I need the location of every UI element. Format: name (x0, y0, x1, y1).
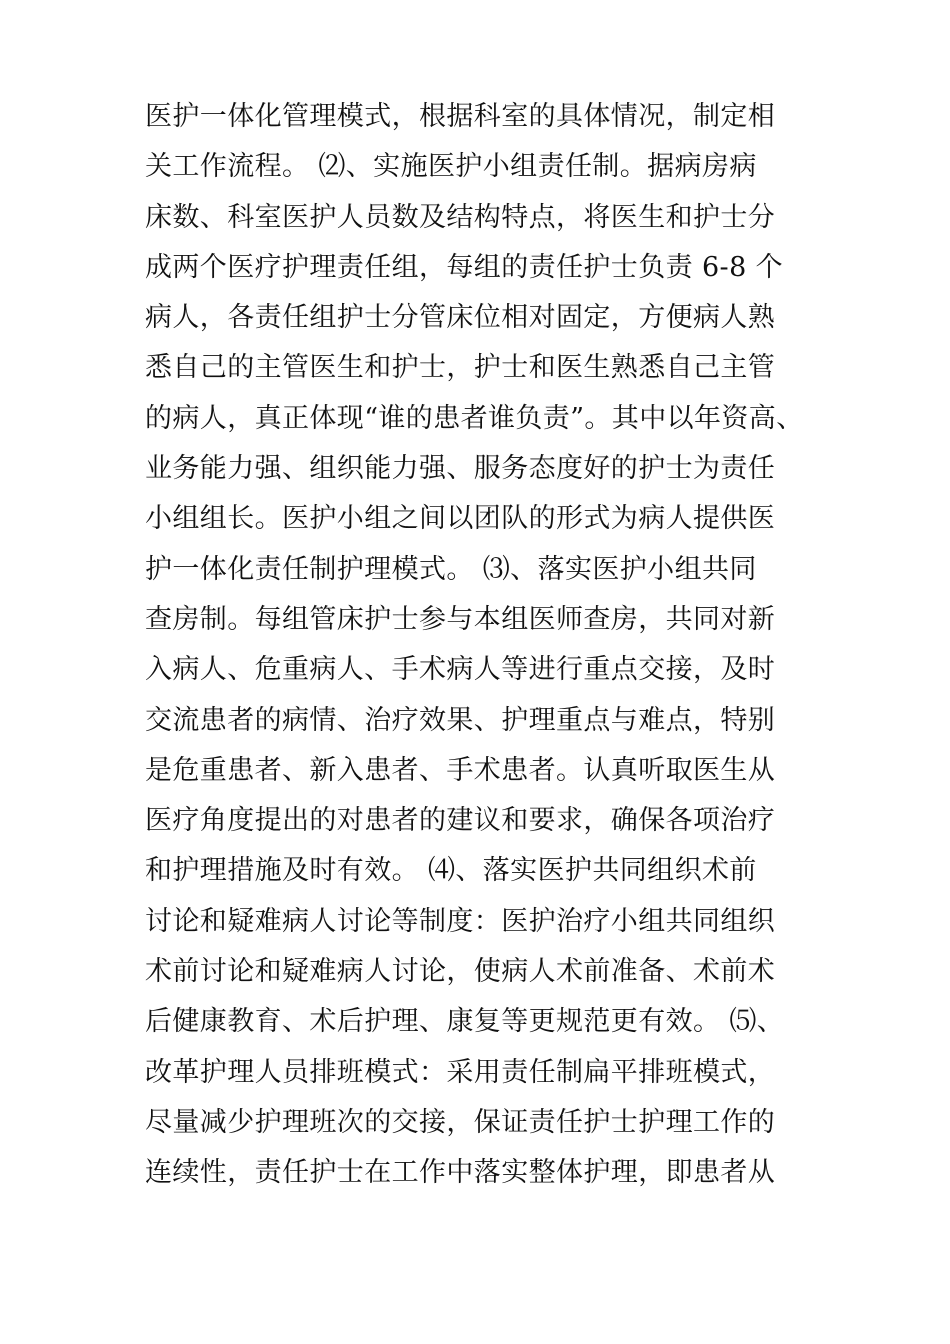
text-line: 医疗角度提出的对患者的建议和要求，确保各项治疗 (145, 805, 776, 837)
text-line: 成两个医疗护理责任组，每组的责任护士负责 6-8 个 (145, 251, 784, 283)
text-line: 护一体化责任制护理模式。 ⑶、落实医护小组共同 (145, 553, 757, 585)
body-text (145, 92, 825, 1199)
text-line: 入病人、危重病人、手术病人等进行重点交接，及时 (145, 654, 776, 686)
text-line: 业务能力强、组织能力强、服务态度好的护士为责任 (145, 453, 776, 485)
text-line: 术前讨论和疑难病人讨论，使病人术前准备、术前术 (145, 956, 776, 988)
text-line: 医护一体化管理模式，根据科室的具体情况，制定相 (145, 101, 776, 132)
text-line: 关工作流程。 ⑵、实施医护小组责任制。据病房病 (145, 151, 757, 183)
text-line: 的病人，真正体现“谁的患者谁负责”。其中以年资高、 (145, 402, 804, 434)
text-line: 和护理措施及时有效。 ⑷、落实医护共同组织术前 (145, 855, 757, 887)
text-line: 交流患者的病情、治疗效果、护理重点与难点，特别 (145, 704, 776, 736)
text-line: 连续性，责任护士在工作中落实整体护理，即患者从 (145, 1157, 776, 1189)
text-line: 小组组长。医护小组之间以团队的形式为病人提供医 (145, 503, 776, 535)
text-line: 病人，各责任组护士分管床位相对固定，方便病人熟 (145, 302, 776, 334)
text-line: 悉自己的主管医生和护士，护士和医生熟悉自己主管 (145, 352, 776, 384)
text-line: 床数、科室医护人员数及结构特点，将医生和护士分 (145, 201, 776, 233)
text-line: 是危重患者、新入患者、手术患者。认真听取医生从 (145, 754, 776, 786)
text-line: 后健康教育、术后护理、康复等更规范更有效。 ⑸、 (145, 1006, 785, 1038)
text-line: 讨论和疑难病人讨论等制度：医护治疗小组共同组织 (145, 905, 776, 937)
text-line: 查房制。每组管床护士参与本组医师查房，共同对新 (145, 603, 776, 635)
text-line: 尽量减少护理班次的交接，保证责任护士护理工作的 (145, 1106, 776, 1138)
text-line: 改革护理人员排班模式：采用责任制扁平排班模式， (145, 1056, 776, 1088)
